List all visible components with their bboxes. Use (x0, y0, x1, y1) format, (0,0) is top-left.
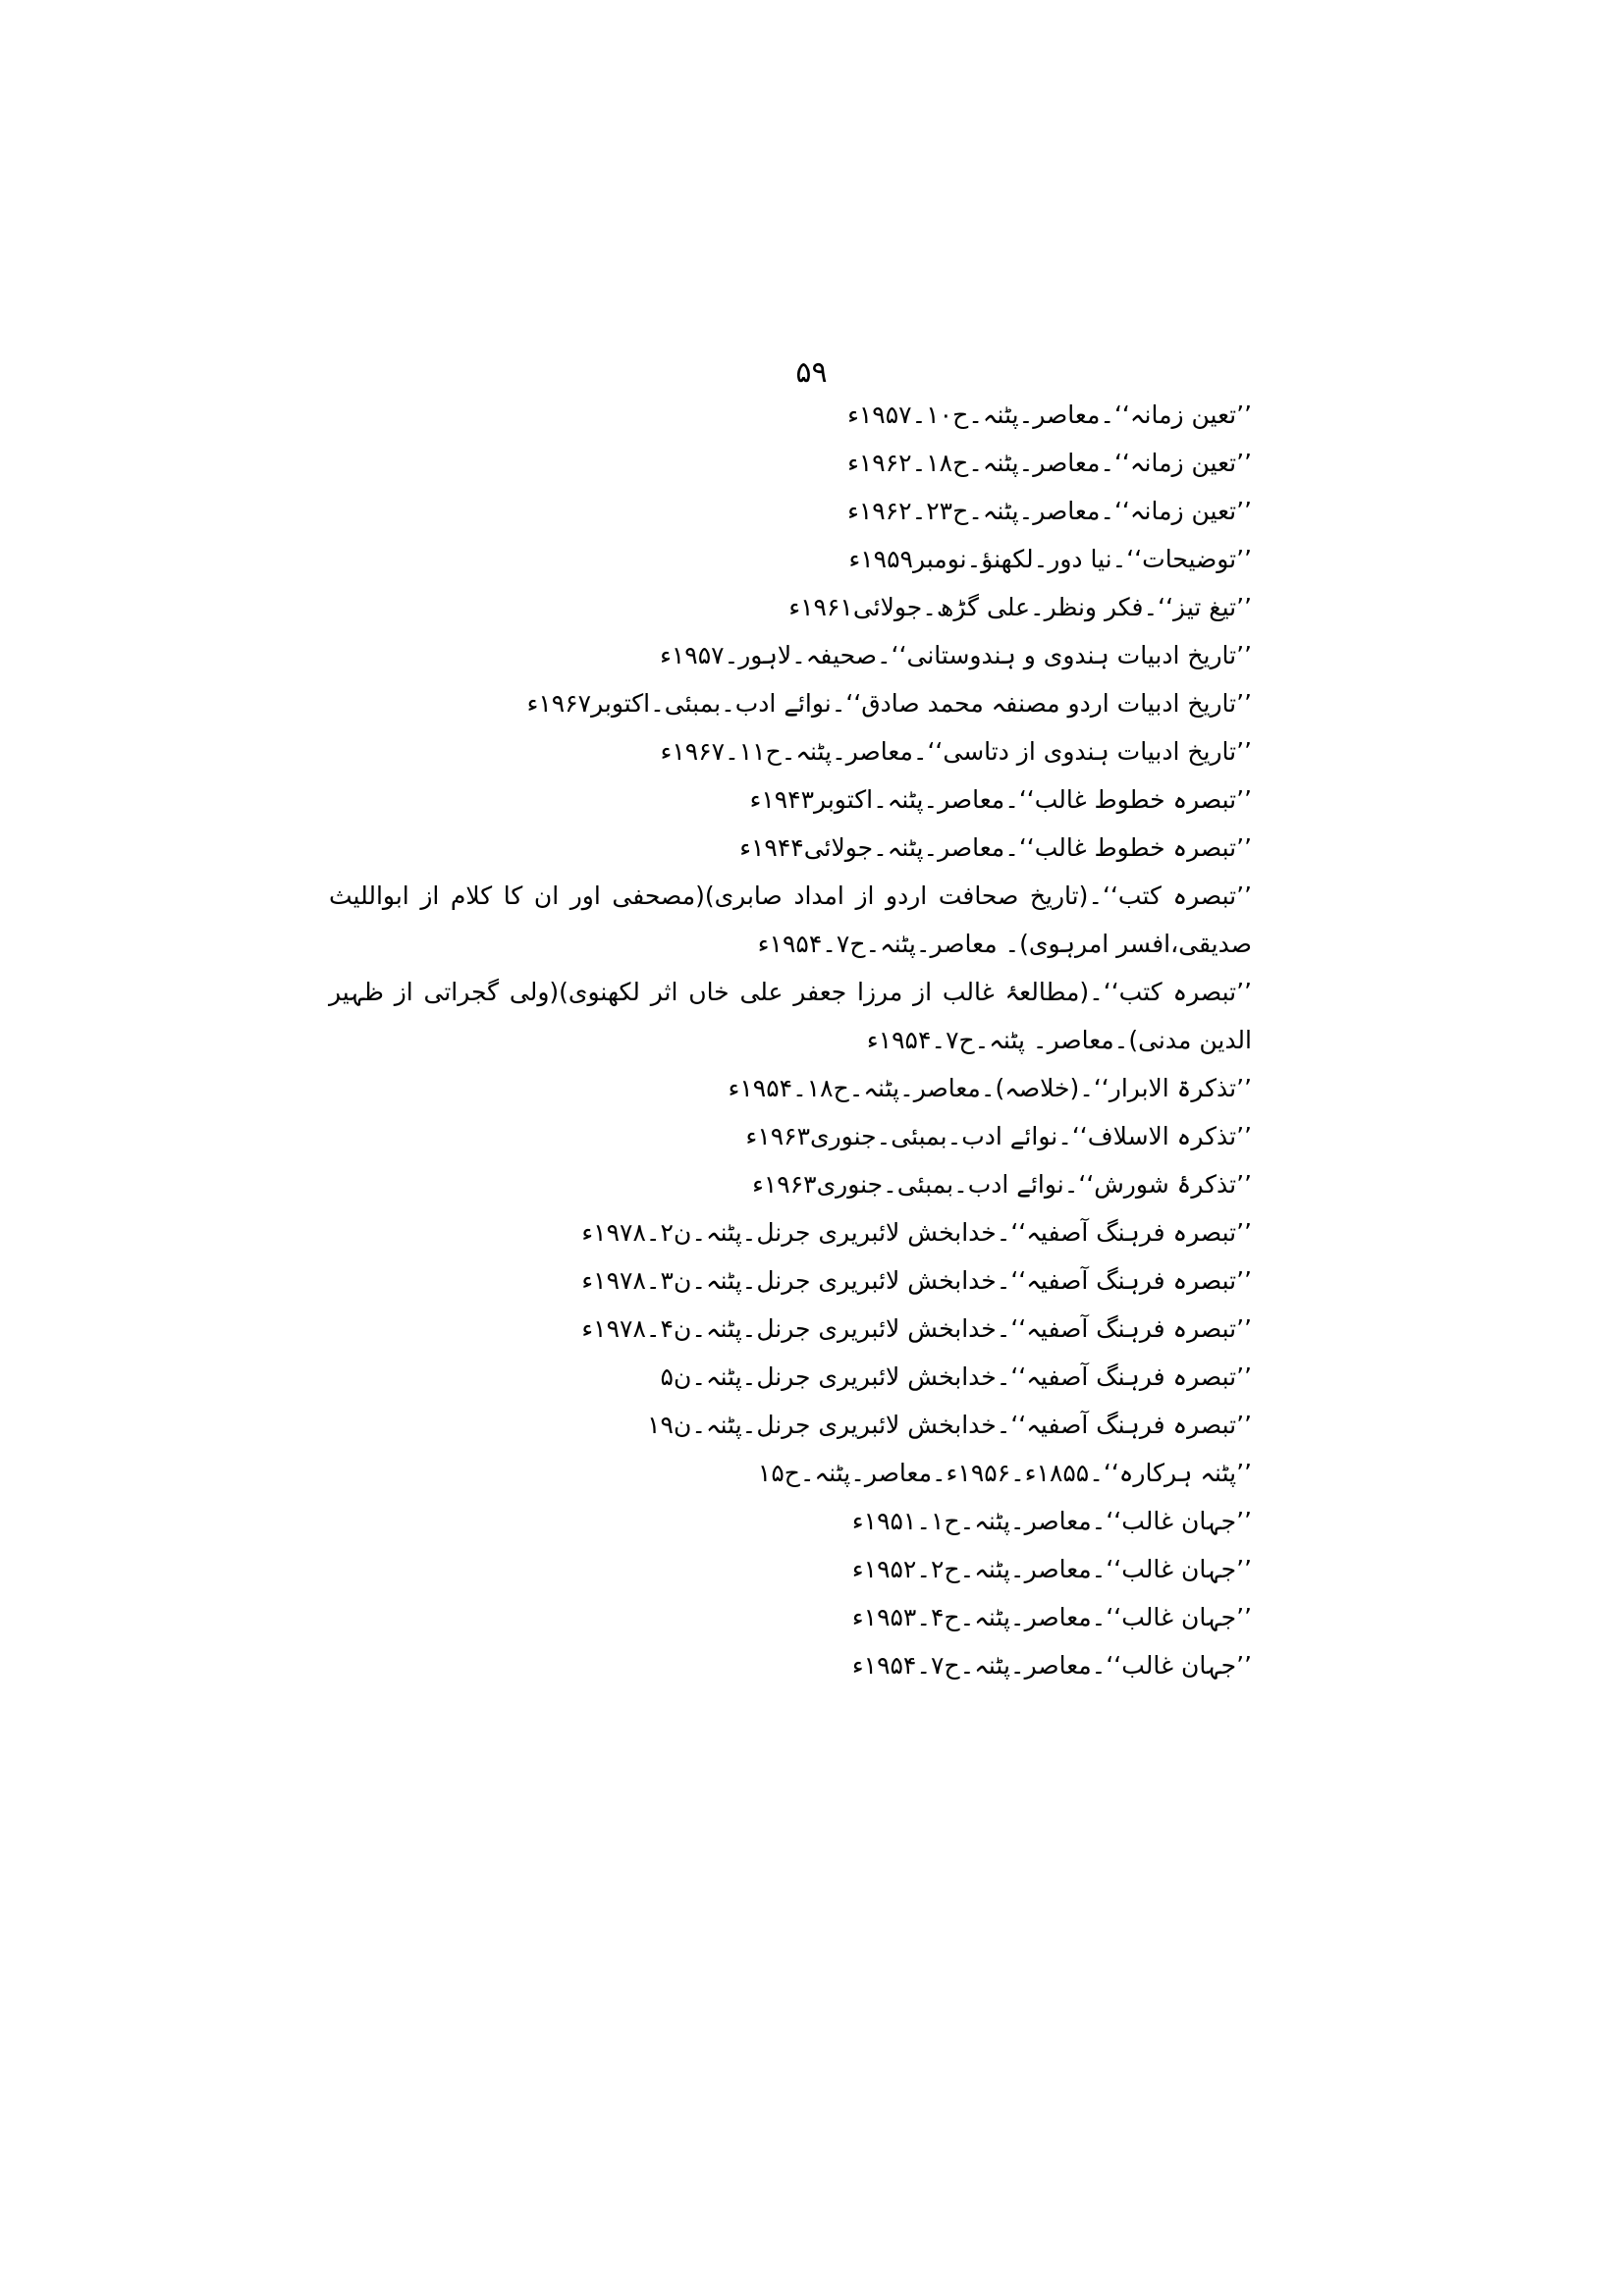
bibliography-entry: ’’جہان غالب‘‘۔معاصر۔پٹنہ۔ح۷۔۱۹۵۴ء (851, 1651, 1252, 1680)
bibliography-entry: ’’تبصرہ فرہنگ آصفیہ‘‘۔خدابخش لائبریری جرنل۔پٹنہ۔ن۴۔۱۹۷۸ء (581, 1314, 1252, 1343)
bibliography-entry: ’’تاریخ ادبیات ہندوی از دتاسی‘‘۔معاصر۔پٹنہ۔ح۱۱۔۱۹۶۷ء (660, 737, 1252, 766)
bibliography-entry: ’’تاریخ ادبیات ہندوی و ہندوستانی‘‘۔صحیفہ۔لاہور۔۱۹۵۷ء (660, 641, 1252, 669)
bibliography-entry: ’’جہان غالب‘‘۔معاصر۔پٹنہ۔ح۲۔۱۹۵۲ء (851, 1555, 1252, 1583)
bibliography-entry: ’’تبصرہ خطوط غالب‘‘۔معاصر۔پٹنہ۔اکتوبر۱۹۴۳ء (749, 785, 1252, 814)
bibliography-entry: ’’تبصرہ فرہنگ آصفیہ‘‘۔خدابخش لائبریری جرنل۔پٹنہ۔ن۵ (660, 1362, 1252, 1391)
bibliography-entry: ’’تبصرہ کتب‘‘۔(تاریخ صحافت اردو از امداد صابری)(مصحفی اور ان کا کلام از ابواللیث صدیقی،افسر امرہوی)۔ معاصر۔پٹنہ۔ح۷۔۱۹۵۴ء (329, 881, 1252, 958)
bibliography-entry: ’’پٹنہ ہرکارہ‘‘۔۱۸۵۵ء۔۱۹۵۶ء۔معاصر۔پٹنہ۔ح۱۵ (757, 1459, 1252, 1487)
bibliography-entry: ’’تبصرہ خطوط غالب‘‘۔معاصر۔پٹنہ۔جولائی۱۹۴۴ء (739, 833, 1252, 862)
bibliography-entry: ’’تعین زمانہ‘‘۔معاصر۔پٹنہ۔ح۲۳۔۱۹۶۲ء (847, 497, 1252, 525)
bibliography-entry: ’’جہان غالب‘‘۔معاصر۔پٹنہ۔ح۴۔۱۹۵۳ء (851, 1603, 1252, 1631)
bibliography-entry: ’’تعین زمانہ‘‘۔معاصر۔پٹنہ۔ح۱۰۔۱۹۵۷ء (847, 400, 1252, 429)
bibliography-entry: ’’تبصرہ کتب‘‘۔(مطالعۂ غالب از مرزا جعفر علی خاں اثر لکھنوی)(ولی گجراتی از ظہیر الدین مدنی)۔معاصر۔ پٹنہ۔ح۷۔۱۹۵۴ء (329, 978, 1252, 1054)
bibliography-entry: ’’تبصرہ فرہنگ آصفیہ‘‘۔خدابخش لائبریری جرنل۔پٹنہ۔ن۲۔۱۹۷۸ء (581, 1218, 1252, 1247)
bibliography-list (329, 391, 1252, 1689)
bibliography-entry: ’’تذکرہ الاسلاف‘‘۔نوائے ادب۔بمبئی۔جنوری۱۹۶۳ء (745, 1122, 1252, 1150)
bibliography-entry: ’’تبصرہ فرہنگ آصفیہ‘‘۔خدابخش لائبریری جرنل۔پٹنہ۔ن۳۔۱۹۷۸ء (581, 1266, 1252, 1295)
bibliography-entry: ’’تذکرۃ الابرار‘‘۔(خلاصہ)۔معاصر۔پٹنہ۔ح۱۸۔۱۹۵۴ء (728, 1074, 1252, 1102)
bibliography-entry: ’’تعین زمانہ‘‘۔معاصر۔پٹنہ۔ح۱۸۔۱۹۶۲ء (847, 449, 1252, 477)
page-number: ۵۹ (795, 355, 828, 390)
bibliography-entry: ’’جہان غالب‘‘۔معاصر۔پٹنہ۔ح۱۔۱۹۵۱ء (851, 1507, 1252, 1535)
bibliography-entry: ’’تاریخ ادبیات اردو مصنفہ محمد صادق‘‘۔نوائے ادب۔بمبئی۔اکتوبر۱۹۶۷ء (526, 689, 1252, 718)
bibliography-entry: ’’تبصرہ فرہنگ آصفیہ‘‘۔خدابخش لائبریری جرنل۔پٹنہ۔ن۱۹ (647, 1411, 1252, 1439)
bibliography-entry: ’’تیغ تیز‘‘۔فکر ونظر۔علی گڑھ۔جولائی۱۹۶۱ء (788, 593, 1252, 621)
bibliography-entry: ’’تذکرۂ شورش‘‘۔نوائے ادب۔بمبئی۔جنوری۱۹۶۳ء (752, 1170, 1252, 1199)
bibliography-entry: ’’توضیحات‘‘۔نیا دور۔لکھنؤ۔نومبر۱۹۵۹ء (848, 545, 1252, 573)
